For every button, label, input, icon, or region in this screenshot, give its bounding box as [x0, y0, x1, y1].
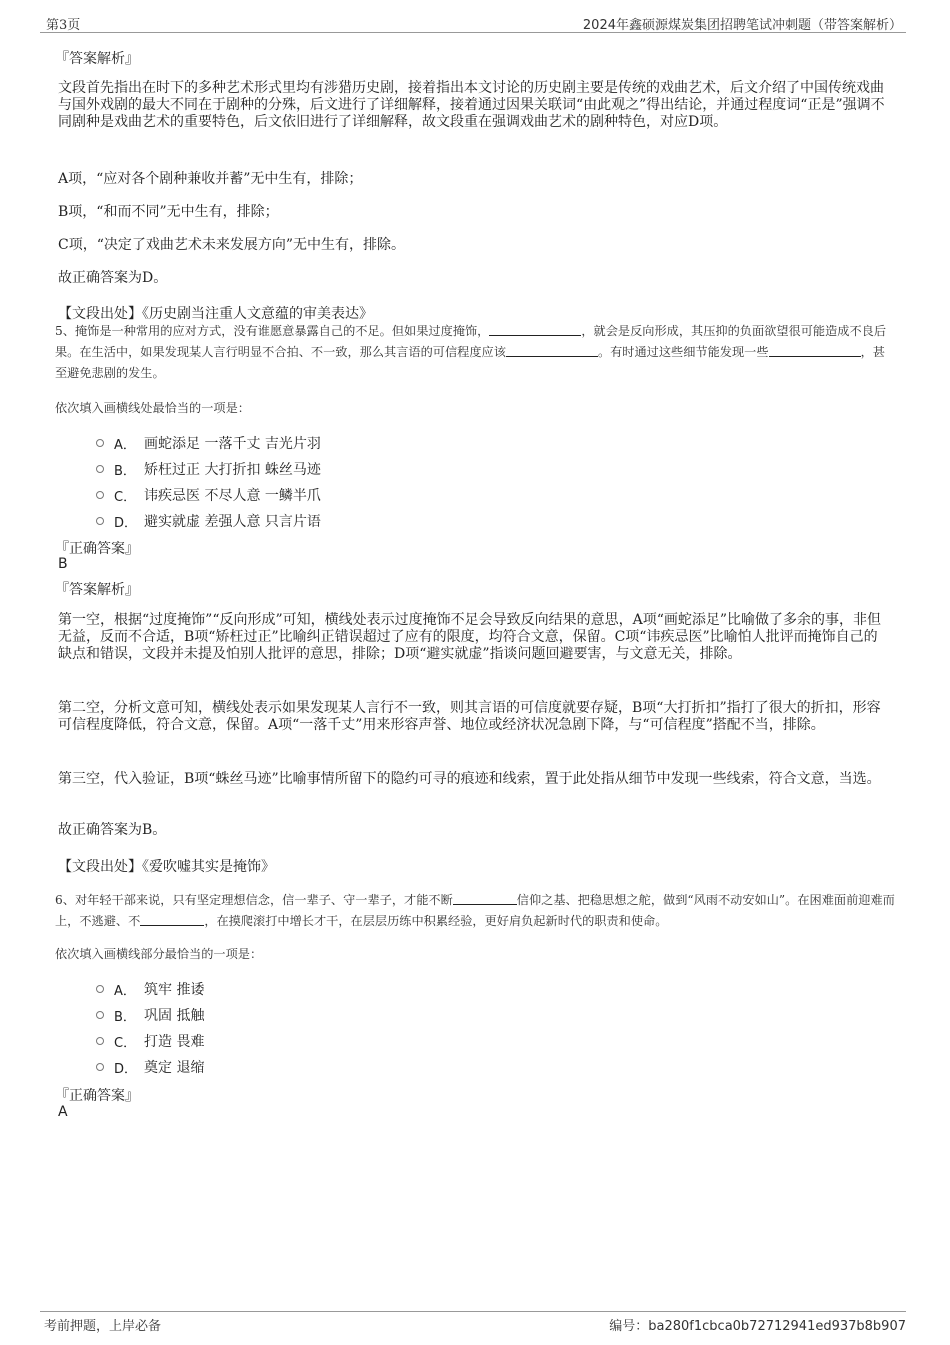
option-d[interactable]: D． 避实就虚 差强人意 只言片语	[96, 511, 321, 531]
analysis-paragraph: C项，“决定了戏曲艺术未来发展方向”无中生有，排除。	[58, 237, 406, 253]
correct-answer-label: 『正确答案』	[55, 541, 139, 557]
analysis-paragraph: 文段首先指出在时下的多种艺术形式里均有涉猎历史剧，接着指出本文讨论的历史剧主要是传统的戏曲艺术，后文介绍了中国传统戏曲与国外戏剧的最大不同在于剧种的分殊，后文进行了详细解释，接着通过因果关联词“由此观之”得出结论，并通过程度词“正是”强调不同剧种是戏曲艺术的重要特色，后文依旧进行了详细解释，故文段重在强调戏曲艺术的剧种特色，对应D项。	[58, 80, 885, 130]
fill-blank	[489, 323, 581, 336]
correct-answer: A	[58, 1104, 68, 1120]
footer-slogan: 考前押题，上岸必备	[44, 1319, 162, 1334]
radio-icon[interactable]	[96, 1063, 104, 1071]
correct-answer-label: 『正确答案』	[55, 1088, 139, 1104]
fill-blank	[506, 344, 598, 357]
fill-blank	[453, 892, 517, 905]
analysis-paragraph: 第二空，分析文意可知，横线处表示如果发现某人言行不一致，则其言语的可信度就要存疑，B项“大打折扣”指打了很大的折扣，形容可信程度降低，符合文意，保留。A项“一落千丈”用来形容声誉、地位或经济状况急剧下降，与“可信程度”搭配不当，排除。	[58, 700, 881, 733]
analysis-paragraph: 第三空，代入验证，B项“蛛丝马迹”比喻事情所留下的隐约可寻的痕迹和线索，置于此处指从细节中发现一些线索，符合文意，当选。	[58, 771, 881, 787]
radio-icon[interactable]	[96, 985, 104, 993]
radio-icon[interactable]	[96, 439, 104, 447]
radio-icon[interactable]	[96, 465, 104, 473]
option-d[interactable]: D． 奠定 退缩	[96, 1057, 204, 1077]
analysis-paragraph: 故正确答案为B。	[58, 822, 167, 838]
correct-answer: B	[58, 556, 68, 572]
option-a[interactable]: A． 筑牢 推诿	[96, 979, 204, 999]
analysis-paragraph: B项，“和而不同”无中生有，排除；	[58, 204, 279, 220]
analysis-label: 『答案解析』	[55, 51, 139, 67]
question-stem: 6、对年轻干部来说，只有坚定理想信念，信一辈子、守一辈子，才能不断 信仰之基、把稳思想之舵，做到“风雨不动安如山”。在困难面前迎难而上，不逃避、不 ，在摸爬滚打中增长才干，在层层历练中积累经验，更好肩负起新时代的职责和使命。	[55, 893, 895, 928]
page-header	[40, 12, 906, 33]
page-number: 第3页	[46, 18, 81, 33]
radio-icon[interactable]	[96, 1037, 104, 1045]
fill-blank	[140, 913, 204, 926]
question-prompt: 依次填入画横线部分最恰当的一项是：	[55, 947, 263, 961]
analysis-paragraph: A项，“应对各个剧种兼收并蓄”无中生有，排除；	[58, 171, 363, 187]
radio-icon[interactable]	[96, 1011, 104, 1019]
option-a[interactable]: A． 画蛇添足 一落千丈 吉光片羽	[96, 433, 321, 453]
radio-icon[interactable]	[96, 491, 104, 499]
option-b[interactable]: B． 巩固 抵触	[96, 1005, 204, 1025]
document-title: 2024年鑫硕源煤炭集团招聘笔试冲刺题（带答案解析）	[582, 18, 902, 33]
option-c[interactable]: C． 讳疾忌医 不尽人意 一鳞半爪	[96, 485, 321, 505]
question-prompt: 依次填入画横线处最恰当的一项是：	[55, 401, 250, 415]
option-c[interactable]: C． 打造 畏难	[96, 1031, 204, 1051]
page-footer	[40, 1311, 906, 1332]
analysis-paragraph: 故正确答案为D。	[58, 270, 168, 286]
source-citation: 【文段出处】《历史剧当注重人文意蕴的审美表达》	[58, 306, 373, 322]
fill-blank	[769, 344, 861, 357]
option-b[interactable]: B． 矫枉过正 大打折扣 蛛丝马迹	[96, 459, 321, 479]
radio-icon[interactable]	[96, 517, 104, 525]
source-citation: 【文段出处】《爱吹嘘其实是掩饰》	[58, 859, 275, 875]
analysis-label: 『答案解析』	[55, 582, 139, 598]
analysis-paragraph: 第一空，根据“过度掩饰”“反向形成”可知，横线处表示过度掩饰不足会导致反向结果的意思，A项“画蛇添足”比喻做了多余的事，非但无益，反而不合适，B项“矫枉过正”比喻纠正错误超过了应有的限度，均符合文意，保留。C项“讳疾忌医”比喻怕人批评而掩饰自己的缺点和错误，文段并未提及怕别人批评的意思，排除；D项“避实就虚”指谈问题回避要害，与文意无关，排除。	[58, 612, 882, 662]
question-stem: 5、掩饰是一种常用的应对方式，没有谁愿意暴露自己的不足。但如果过度掩饰， ，就会是反向形成，其压抑的负面欲望很可能造成不良后果。在生活中，如果发现某人言行明显不合拍、不一致，那么其言语的可信程度应该 。有时通过这些细节能发现一些 ，甚至避免悲剧的发生。	[55, 324, 887, 380]
document-code: 编号：ba280f1cbca0b72712941ed937b8b907	[609, 1319, 906, 1334]
